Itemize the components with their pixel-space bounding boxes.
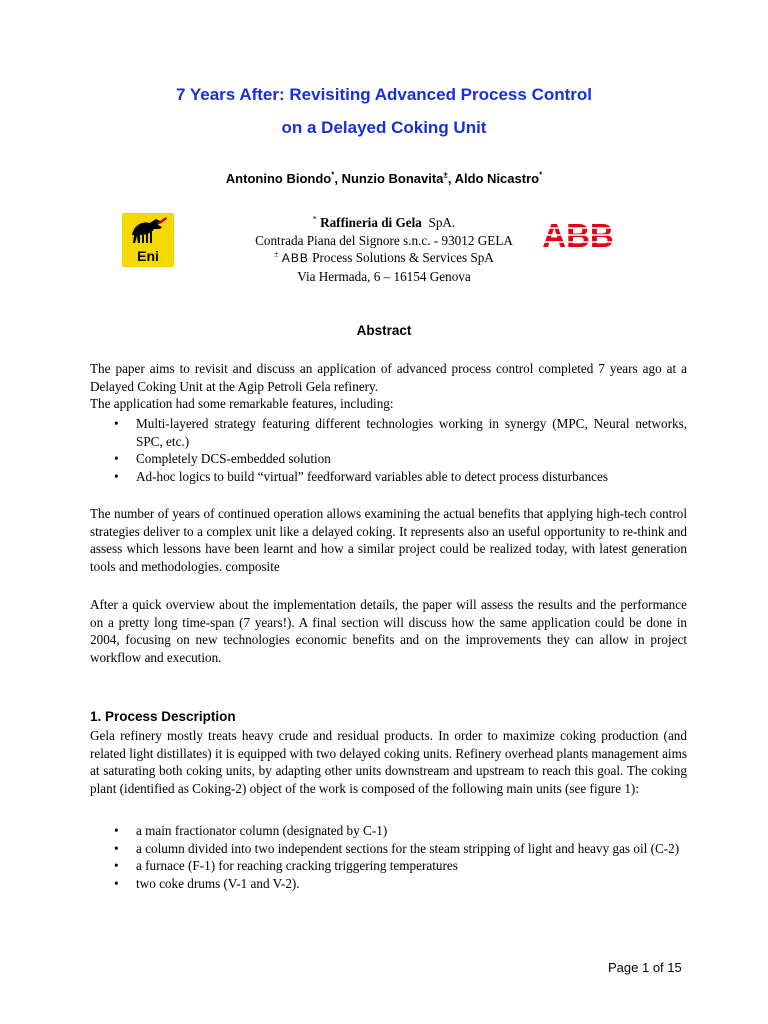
abb-logo-text: ABB [542, 219, 614, 251]
affiliation-1 [200, 214, 568, 232]
list-item-text: Completely DCS-embedded solution [136, 451, 331, 466]
list-item-text: Ad-hoc logics to build “virtual” feedforward variables able to detect process disturbances [136, 468, 609, 484]
bullet-icon: • [114, 416, 119, 431]
bullet-icon: • [114, 858, 119, 873]
bullet-icon: • [114, 468, 119, 484]
paper-title-line-1: 7 Years After: Revisiting Advanced Process Control [175, 85, 592, 104]
list-item [90, 840, 687, 858]
affiliation-2 [200, 249, 568, 268]
affiliation-2-address: Via Hermada, 6 – 16154 Genova [297, 268, 471, 284]
process-units-list [90, 822, 687, 892]
author-1-mark: * [331, 170, 335, 180]
list-item-text: a column divided into two independent sections for the steam stripping of light and heavy gas oil (C-2) [136, 840, 680, 856]
eni-logo-text: Eni [137, 248, 159, 264]
bullet-icon: • [114, 875, 119, 891]
section-heading-process-description: 1. Process Description [90, 709, 236, 724]
affiliation-1-mark: * [312, 214, 317, 224]
author-1: Antonino Biondo [225, 171, 332, 186]
eni-logo [122, 213, 174, 267]
list-item-text: a main fractionator column (designated by C-1) [136, 823, 388, 838]
page-number: Page 1 of 15 [608, 960, 682, 975]
bullet-icon: • [114, 451, 119, 466]
affiliation-1-address: Contrada Piana del Signore s.n.c. - 93012 GELA [255, 232, 513, 248]
abstract-paragraph-2: The number of years of continued operation allows examining the actual benefits that applying high-tech control strategies deliver to a complex unit like a delayed coking. It represents also an useful opportunity to re-think and assess which lessons have been learnt and how a similar project could be realized today, with latest generation tools and methodologies. composite [90, 506, 687, 574]
affiliation-1-org: Raffineria di Gela [320, 215, 422, 230]
abb-logo [541, 219, 615, 251]
paper-title-line-2: on a Delayed Coking Unit [281, 118, 487, 137]
six-legged-dog-icon [122, 213, 174, 247]
list-item [90, 468, 687, 486]
author-3: Aldo Nicastro [454, 171, 540, 186]
abstract-heading: Abstract [356, 323, 412, 338]
author-2-mark: ± [443, 170, 448, 180]
process-description-paragraph: Gela refinery mostly treats heavy crude and residual products. In order to maximize coking production (and related light distillates) it is equipped with two delayed coking units. Refinery overhead plants management aims at saturating both coking units, by adapting other units downstream and upstream to reach this goal. The coking plant (identified as Coking-2) object of the work is composed of the following main units (see figure 1): [90, 728, 687, 796]
list-item [90, 822, 687, 840]
list-item-text: a furnace (F-1) for reaching cracking triggering temperatures [136, 858, 458, 873]
abstract-paragraph-3: After a quick overview about the implementation details, the paper will assess the results and the performance on a pretty long time-span (7 years!). A final section will discuss how the same application could be done in 2004, focusing on new technologies economic benefits and on the improvements they can allow in project workflow and execution. [90, 597, 687, 665]
author-list [0, 171, 768, 186]
author-2: Nunzio Bonavita [341, 171, 444, 186]
author-3-mark: * [539, 170, 543, 180]
list-item [90, 875, 687, 893]
list-item-text: two coke drums (V-1 and V-2). [136, 875, 300, 891]
affiliation-2-abb: ABB [281, 251, 309, 265]
list-item [90, 450, 687, 468]
list-item [90, 415, 687, 450]
abstract-paragraph-1 [90, 360, 687, 413]
affiliation-1-suffix: SpA. [428, 215, 456, 230]
abstract-paragraph-1-text: The paper aims to revisit and discuss an application of advanced process control completed 7 years ago at a Delayed Coking Unit at the Agip Petroli Gela refinery. [90, 361, 687, 394]
list-item-text: Multi-layered strategy featuring different technologies working in synergy (MPC, Neural networks, SPC, etc.) [136, 416, 687, 449]
bullet-icon: • [114, 823, 119, 838]
affiliation-2-org: Process Solutions & Services SpA [312, 250, 494, 265]
abstract-paragraph-1-lead: The application had some remarkable features, including: [90, 396, 394, 411]
author-separator: , [334, 171, 342, 186]
list-item [90, 857, 687, 875]
affiliation-2-mark: ± [274, 249, 279, 259]
abstract-feature-list [90, 415, 687, 485]
affiliations [200, 214, 568, 285]
author-separator: , [447, 171, 455, 186]
bullet-icon: • [114, 840, 119, 856]
